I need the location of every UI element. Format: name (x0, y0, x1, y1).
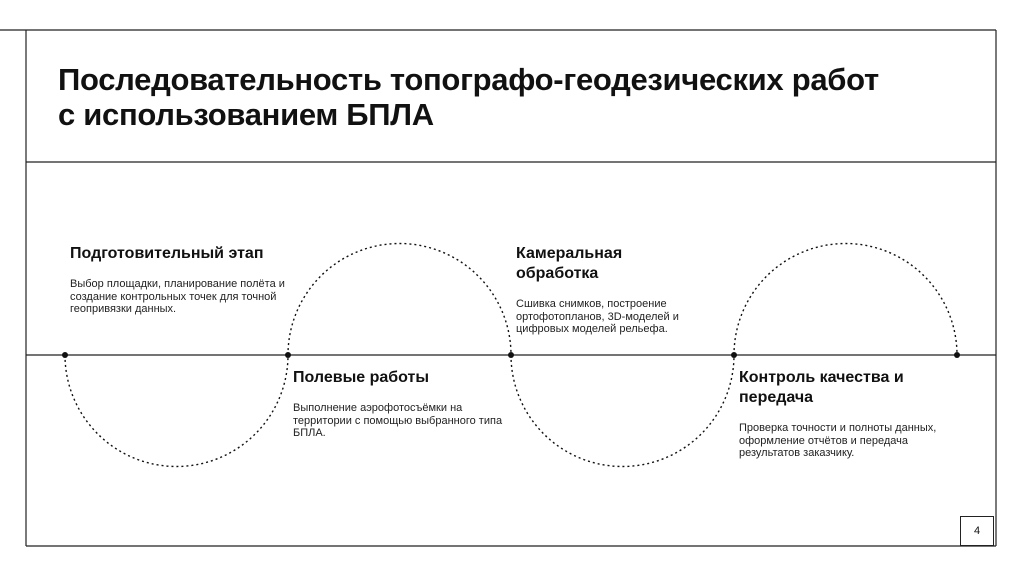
step-quality-control (739, 368, 961, 460)
step-title: Камеральная обработка (516, 245, 623, 282)
step-field-work (293, 368, 515, 440)
slide-title (58, 62, 978, 132)
timeline-node-3 (508, 352, 514, 358)
slide-title-line-2: с использованием БПЛА (58, 97, 434, 132)
step-description: Выполнение аэрофотосъёмки на территории с помощью выбранного типа БПЛА. (293, 402, 503, 439)
step-description: Проверка точности и полноты данных, оформление отчётов и передача результатов заказчику. (739, 422, 937, 459)
timeline-node-5 (954, 352, 960, 358)
step-description: Выбор площадки, планирование полёта и создание контрольных точек для точной геопривязки данных. (70, 278, 285, 315)
timeline-node-4 (731, 352, 737, 358)
step-preparatory (70, 244, 292, 316)
arc-2 (288, 244, 511, 355)
timeline-node-1 (62, 352, 68, 358)
slide-title-line-1: Последовательность топографо-геодезических работ (58, 62, 879, 97)
step-title: Контроль качества и передача (739, 369, 904, 406)
timeline-node-2 (285, 352, 291, 358)
page-number: 4 (960, 516, 994, 546)
arc-1 (65, 355, 288, 467)
step-description: Сшивка снимков, построение ортофотопланов, 3D-моделей и цифровых моделей рельефа. (516, 298, 679, 335)
step-title: Полевые работы (293, 369, 429, 386)
step-office-processing (516, 244, 738, 336)
arc-4 (734, 244, 957, 355)
step-title: Подготовительный этап (70, 245, 264, 262)
arc-3 (511, 355, 734, 467)
